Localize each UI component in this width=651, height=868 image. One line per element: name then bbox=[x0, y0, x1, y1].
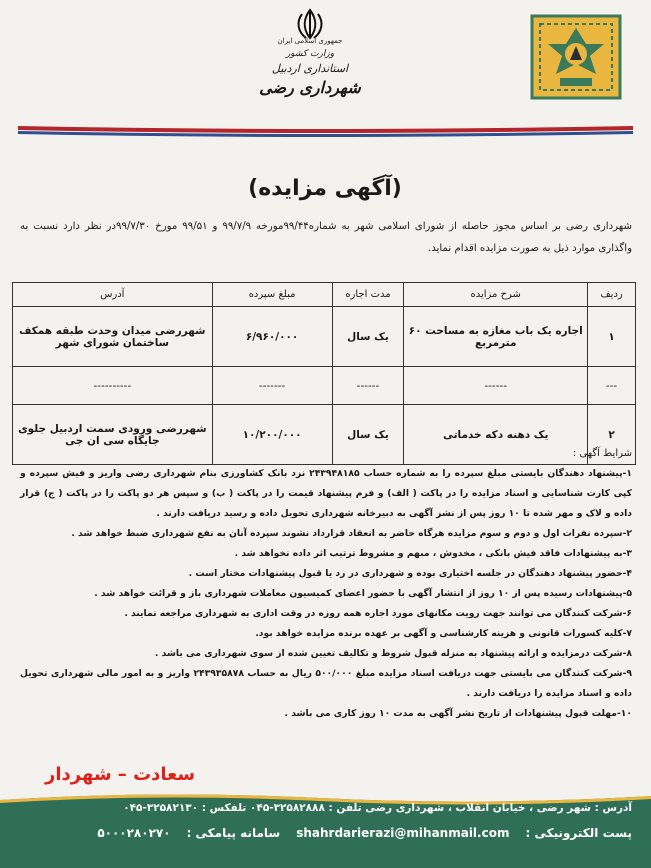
condition-item: ۵-پیشنهادات رسیده پس از ۱۰ روز از انتشار آگهی با حضور اعضای کمیسیون معاملات شهرداری باز و قرائت خواهد شد . bbox=[94, 588, 632, 599]
cell-deposit: ------- bbox=[212, 367, 332, 405]
condition-item: ۴-حضور پیشنهاد دهندگان در جلسه اختیاری بوده و شهرداری در رد یا قبول پیشنهادات مختار است . bbox=[188, 568, 632, 579]
condition-item: ۳-به پیشنهادات فاقد فیش بانکی ، مخدوش ، مبهم و مشروط ترتیب اثر داده نخواهد شد . bbox=[234, 548, 632, 559]
condition-item: ۱-پیشنهاد دهندگان بایستی مبلغ سپرده را به شماره حساب ۲۴۳۹۴۸۱۸۵ نزد بانک کشاورزی بنام شهرداری رضی واریز و فیش سپرده و کپی کارت شناسایی و اسناد مزایده را در پاکت ( الف) و فرم پیشنهاد قیمت را در پاکت ( ب) و سپس هر دو پاکت را در پاکت ( ج) قرار داده و لاک و مهر شده تا ۱۰ روز پس از نشر آگهی به دبیرخانه شهرداری تحویل داده و رسید دریافت دارند . bbox=[20, 468, 632, 519]
cell-duration: یک سال bbox=[332, 405, 404, 465]
letterhead-text bbox=[215, 36, 405, 99]
letterhead bbox=[0, 0, 651, 130]
table-row bbox=[13, 367, 636, 405]
auction-table bbox=[12, 282, 636, 465]
mayor-signature: سعادت – شهردار bbox=[44, 764, 196, 785]
table-header-row bbox=[13, 283, 636, 307]
conditions-heading: شرایط آگهی : bbox=[572, 448, 632, 459]
cell-address: شهررضی ورودی سمت اردبیل جلوی جایگاه سی ان جی bbox=[13, 405, 213, 465]
condition-item: ۷-کلیه کسورات قانونی و هزینه کارشناسی و آگهی بر عهده برنده مزایده خواهد بود. bbox=[255, 628, 632, 639]
cell-row-number: --- bbox=[588, 367, 636, 405]
col-header-duration: مدت اجاره bbox=[332, 283, 404, 307]
table-row bbox=[13, 307, 636, 367]
condition-item: ۸-شرکت درمزایده و ارائه پیشنهاد به منزله قبول شروط و تکالیف تعیین شده از سوی شهرداری می باشد . bbox=[154, 648, 632, 659]
cell-deposit: ۱۰/۲۰۰/۰۰۰ bbox=[212, 405, 332, 465]
cell-description: اجاره یک باب مغازه به مساحت ۶۰ مترمربع bbox=[404, 307, 588, 367]
condition-item: ۲-سپرده نفرات اول و دوم و سوم مزایده هرگاه حاضر به انعقاد قرارداد نشوند سپرده آنان به نفع شهرداری ضبط خواهد شد . bbox=[71, 528, 632, 539]
letterhead-line-ministry: وزارت کشور bbox=[285, 49, 335, 59]
condition-item: ۱۰-مهلت قبول پیشنهادات از تاریخ نشر آگهی به مدت ۱۰ روز کاری می باشد . bbox=[284, 708, 632, 719]
col-header-description: شرح مزایده bbox=[404, 283, 588, 307]
footer-bar bbox=[0, 790, 651, 868]
page-title: (آگهی مزایده) bbox=[248, 176, 402, 201]
cell-row-number: ۱ bbox=[588, 307, 636, 367]
condition-item: ۹-شرکت کنندگان می بایستی جهت دریافت اسناد مزایده مبلغ ۵۰۰/۰۰۰ ریال به حساب ۲۴۳۹۳۵۸۷۸ واریز و به امور مالی شهرداری تحویل داده و اسناد مزایده را دریافت دارند . bbox=[20, 668, 633, 699]
footer-sms-label: سامانه پیامکی : bbox=[186, 826, 281, 840]
cell-address: ---------- bbox=[13, 367, 213, 405]
cell-deposit: ۶/۹۶۰/۰۰۰ bbox=[212, 307, 332, 367]
cell-duration: یک سال bbox=[332, 307, 404, 367]
cell-address: شهررضی میدان وحدت طبقه همکف ساختمان شورای شهر bbox=[13, 307, 213, 367]
cell-row-number: ۲ bbox=[588, 405, 636, 465]
footer-contacts bbox=[20, 826, 632, 840]
letterhead-divider bbox=[18, 122, 633, 138]
col-header-deposit: مبلغ سپرده bbox=[212, 283, 332, 307]
cell-description: یک دهنه دکه خدماتی bbox=[404, 405, 588, 465]
footer-sms-number: ۵۰۰۰۲۸۰۲۷۰ bbox=[97, 826, 171, 840]
col-header-address: آدرس bbox=[13, 283, 213, 307]
condition-item: ۶-شرکت کنندگان می توانند جهت رویت مکانهای مورد اجاره همه روزه در وقت اداری به شهرداری مراجعه نمایند . bbox=[124, 608, 632, 619]
letterhead-line-municipality: شهرداری رضی bbox=[259, 78, 361, 97]
cell-description: ------ bbox=[404, 367, 588, 405]
municipality-emblem-icon bbox=[530, 14, 622, 100]
footer-email-label: پست الکترونیکی : bbox=[525, 826, 632, 840]
col-header-row-number: ردیف bbox=[588, 283, 636, 307]
conditions-section bbox=[20, 444, 632, 724]
footer-address: آدرس : شهر رضی ، خیابان انقلاب ، شهرداری رضی تلفن : ۳۲۵۸۲۸۸۸-۰۴۵ تلفکس : ۳۲۵۸۲۱۳۰-۰۴۵ bbox=[123, 802, 632, 814]
cell-duration: ------ bbox=[332, 367, 404, 405]
letterhead-line-province: استانداری اردبیل bbox=[271, 62, 349, 75]
intro-paragraph: شهرداری رضی بر اساس مجوز حاصله از شورای اسلامی شهر به شماره۹۹/۴۴مورخه ۹۹/۷/۹ و ۹۹/۵۱ مورخ ۹۹/۷/۳۰در نظر دارد نسبت به واگذاری موارد ذیل به صورت مزایده اقدام نماید. bbox=[20, 221, 632, 254]
footer-email-link[interactable]: shahrdarierazi@mihanmail.com bbox=[296, 826, 510, 840]
letterhead-line-country: جمهوری اسلامی ایران bbox=[277, 37, 343, 45]
